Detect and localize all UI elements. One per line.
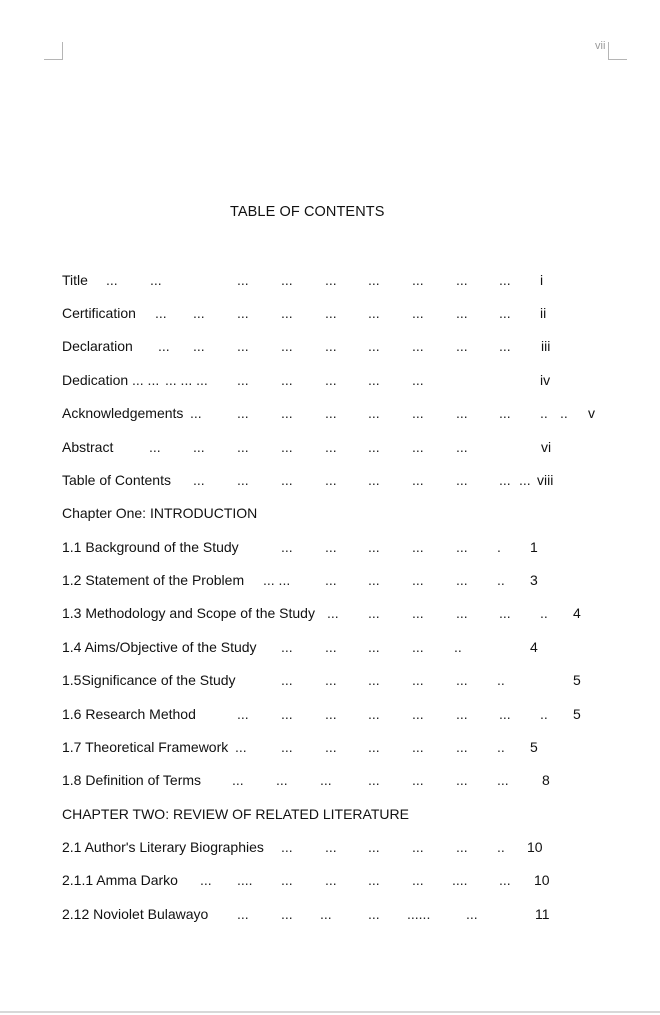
toc-page-number: ii bbox=[540, 305, 547, 321]
toc-page-number: 5 bbox=[573, 672, 581, 688]
toc-page-number: 8 bbox=[542, 772, 550, 788]
toc-leader-dots: ... bbox=[325, 706, 337, 722]
toc-leader-dots: ... bbox=[412, 539, 424, 555]
toc-leader-dots: ... bbox=[368, 839, 380, 855]
toc-leader-dots: ... bbox=[237, 439, 249, 455]
toc-leader-dots: ... bbox=[320, 906, 332, 922]
toc-leader-dots: ... bbox=[499, 706, 511, 722]
toc-leader-dots: ... bbox=[456, 839, 468, 855]
toc-leader-dots: ... bbox=[320, 772, 332, 788]
toc-leader-dots: ... bbox=[325, 572, 337, 588]
toc-leader-dots: ... bbox=[456, 439, 468, 455]
toc-leader-dots: ... bbox=[412, 272, 424, 288]
toc-leader-dots: ... bbox=[499, 338, 511, 354]
toc-leader-dots: ... bbox=[368, 872, 380, 888]
toc-leader-dots: ... bbox=[237, 372, 249, 388]
toc-entry-label: 1.1 Background of the Study bbox=[62, 539, 239, 555]
toc-leader-dots: ... bbox=[499, 305, 511, 321]
toc-leader-dots: ... bbox=[281, 839, 293, 855]
toc-page-number: viii bbox=[537, 472, 554, 488]
toc-leader-dots: ... bbox=[193, 305, 205, 321]
toc-leader-dots: ... bbox=[325, 539, 337, 555]
toc-leader-dots: ... bbox=[368, 272, 380, 288]
toc-leader-dots: ... bbox=[368, 906, 380, 922]
toc-leader-dots: ... bbox=[412, 405, 424, 421]
toc-leader-dots: ... bbox=[412, 872, 424, 888]
toc-leader-dots: ... bbox=[466, 906, 478, 922]
toc-leader-dots: ... bbox=[325, 472, 337, 488]
toc-page-number: 11 bbox=[535, 906, 550, 922]
toc-entry-label: 2.12 Noviolet Bulawayo bbox=[62, 906, 209, 922]
toc-leader-dots: ... bbox=[499, 605, 511, 621]
toc-leader-dots: ... bbox=[327, 605, 339, 621]
toc-entry-label: Acknowledgements bbox=[62, 405, 184, 421]
toc-leader-dots: ... bbox=[456, 706, 468, 722]
toc-leader-dots: ... bbox=[193, 439, 205, 455]
toc-leader-dots: .. bbox=[540, 605, 548, 621]
toc-leader-dots: ... bbox=[368, 739, 380, 755]
toc-leader-dots: .... bbox=[452, 872, 468, 888]
toc-leader-dots: ... bbox=[412, 772, 424, 788]
toc-leader-dots: ... bbox=[456, 472, 468, 488]
toc-entry-label: 1.5Significance of the Study bbox=[62, 672, 236, 688]
toc-leader-dots: ... bbox=[325, 405, 337, 421]
toc-leader-dots: .. bbox=[497, 672, 505, 688]
toc-leader-dots: ... bbox=[368, 405, 380, 421]
toc-leader-dots: ... bbox=[456, 672, 468, 688]
toc-entry-label: 1.6 Research Method bbox=[62, 706, 196, 722]
toc-leader-dots: ... bbox=[281, 439, 293, 455]
toc-leader-dots: ... bbox=[325, 872, 337, 888]
toc-leader-dots: ... bbox=[368, 672, 380, 688]
toc-leader-dots: ... bbox=[155, 305, 167, 321]
toc-leader-dots: ... bbox=[237, 706, 249, 722]
toc-leader-dots: ... bbox=[325, 672, 337, 688]
toc-leader-dots: ... bbox=[368, 572, 380, 588]
toc-leader-dots: ... bbox=[237, 472, 249, 488]
toc-leader-dots: ... bbox=[190, 405, 202, 421]
toc-entry-label: 1.4 Aims/Objective of the Study bbox=[62, 639, 257, 655]
toc-leader-dots: ... bbox=[368, 639, 380, 655]
toc-leader-dots: ... bbox=[368, 539, 380, 555]
toc-leader-dots: ... bbox=[499, 872, 511, 888]
toc-leader-dots: ... bbox=[412, 739, 424, 755]
toc-leader-dots: ... bbox=[412, 839, 424, 855]
toc-leader-dots: ... bbox=[412, 372, 424, 388]
toc-leader-dots: ... bbox=[281, 906, 293, 922]
toc-leader-dots: .. bbox=[497, 572, 505, 588]
toc-entry-label: Title bbox=[62, 272, 88, 288]
toc-leader-dots: ... bbox=[325, 839, 337, 855]
toc-leader-dots: ...... bbox=[407, 906, 431, 922]
toc-leader-dots: ... bbox=[368, 439, 380, 455]
toc-leader-dots: ... bbox=[412, 472, 424, 488]
toc-entry-label: 1.8 Definition of Terms bbox=[62, 772, 202, 788]
toc-leader-dots: ... bbox=[519, 472, 531, 488]
toc-entry-label: 2.1 Author's Literary Biographies bbox=[62, 839, 264, 855]
toc-leader-dots: ... bbox=[237, 272, 249, 288]
toc-leader-dots: ... bbox=[193, 472, 205, 488]
toc-leader-dots: .... bbox=[237, 872, 253, 888]
toc-entry-label: 1.2 Statement of the Problem bbox=[62, 572, 245, 588]
toc-leader-dots: ... bbox=[281, 405, 293, 421]
toc-page-number: 4 bbox=[530, 639, 538, 655]
toc-section-heading: Chapter One: INTRODUCTION bbox=[62, 505, 258, 521]
toc-page-number: 1 bbox=[530, 539, 538, 555]
toc-leader-dots: ... bbox=[456, 405, 468, 421]
toc-entry-label: Certification bbox=[62, 305, 136, 321]
toc-page-number: 10 bbox=[534, 872, 550, 888]
toc-leader-dots: ... bbox=[237, 405, 249, 421]
toc-leader-dots: .. bbox=[497, 839, 505, 855]
toc-leader-dots: ... bbox=[412, 605, 424, 621]
toc-leader-dots: ... ... ... bbox=[165, 372, 208, 388]
toc-leader-dots: ... bbox=[281, 305, 293, 321]
toc-leader-dots: ... bbox=[193, 338, 205, 354]
toc-leader-dots: ... ... bbox=[263, 572, 291, 588]
toc-leader-dots: .. bbox=[540, 405, 548, 421]
toc-leader-dots: ... bbox=[412, 305, 424, 321]
toc-leader-dots: ... bbox=[456, 572, 468, 588]
toc-leader-dots: ... bbox=[368, 706, 380, 722]
toc-entry-label: Abstract bbox=[62, 439, 114, 455]
toc-leader-dots: ... bbox=[106, 272, 118, 288]
toc-leader-dots: ... bbox=[281, 539, 293, 555]
toc-page-number: iii bbox=[541, 338, 551, 354]
toc-leader-dots: ... bbox=[325, 439, 337, 455]
toc-leader-dots: ... bbox=[232, 772, 244, 788]
toc-leader-dots: ... bbox=[325, 739, 337, 755]
toc-leader-dots: ... bbox=[158, 338, 170, 354]
toc-leader-dots: ... bbox=[368, 772, 380, 788]
toc-leader-dots: ... bbox=[281, 372, 293, 388]
toc-leader-dots: ... bbox=[412, 439, 424, 455]
toc-heading: TABLE OF CONTENTS bbox=[230, 204, 385, 220]
toc-page-number: 10 bbox=[527, 839, 543, 855]
toc-leader-dots: ... bbox=[325, 272, 337, 288]
toc-leader-dots: ... bbox=[412, 572, 424, 588]
toc-entry-label: 1.7 Theoretical Framework bbox=[62, 739, 229, 755]
toc-section-heading: CHAPTER TWO: REVIEW OF RELATED LITERATURE bbox=[62, 806, 409, 822]
toc-leader-dots: ... bbox=[368, 605, 380, 621]
page-bottom-edge bbox=[0, 1011, 660, 1013]
toc-leader-dots: ... bbox=[235, 739, 247, 755]
toc-page-number: vi bbox=[541, 439, 552, 455]
toc-entry-label: Dedication bbox=[62, 372, 129, 388]
toc-leader-dots: ... bbox=[237, 305, 249, 321]
toc-leader-dots: ... bbox=[325, 372, 337, 388]
toc-leader-dots: ... bbox=[281, 639, 293, 655]
toc-leader-dots: ... bbox=[281, 272, 293, 288]
toc-entry-label: Table of Contents bbox=[62, 472, 171, 488]
toc-page-number: 3 bbox=[530, 572, 538, 588]
toc-leader-dots: ... bbox=[499, 405, 511, 421]
toc-leader-dots: ... bbox=[412, 338, 424, 354]
toc-leader-dots: ... bbox=[456, 305, 468, 321]
toc-leader-dots: . bbox=[497, 539, 501, 555]
toc-leader-dots: ... bbox=[325, 639, 337, 655]
toc-leader-dots: ... bbox=[456, 338, 468, 354]
toc-entry-label: 2.1.1 Amma Darko bbox=[62, 872, 178, 888]
page-number: vii bbox=[595, 40, 606, 52]
toc-leader-dots: ... bbox=[497, 772, 509, 788]
toc-leader-dots: ... bbox=[499, 472, 511, 488]
toc-entry-label: Declaration bbox=[62, 338, 133, 354]
toc-leader-dots: ... bbox=[456, 272, 468, 288]
toc-leader-dots: .. bbox=[454, 639, 462, 655]
toc-page-number: 5 bbox=[530, 739, 538, 755]
toc-page-number: iv bbox=[540, 372, 551, 388]
toc-page-number: 5 bbox=[573, 706, 581, 722]
toc-leader-dots: .. bbox=[497, 739, 505, 755]
toc-leader-dots: ... bbox=[412, 706, 424, 722]
toc-leader-dots: ... bbox=[456, 539, 468, 555]
toc-leader-dots: ... bbox=[456, 772, 468, 788]
toc-leader-dots: .. bbox=[540, 706, 548, 722]
toc-entry-label: 1.3 Methodology and Scope of the Study bbox=[62, 605, 315, 621]
toc-page-number: 4 bbox=[573, 605, 581, 621]
toc-leader-dots: .. bbox=[560, 405, 568, 421]
toc-leader-dots: ... bbox=[412, 672, 424, 688]
toc-page-number: i bbox=[540, 272, 544, 288]
toc-leader-dots: ... ... bbox=[132, 372, 160, 388]
toc-leader-dots: ... bbox=[281, 872, 293, 888]
toc-leader-dots: ... bbox=[237, 338, 249, 354]
toc-leader-dots: ... bbox=[281, 472, 293, 488]
toc-leader-dots: ... bbox=[456, 605, 468, 621]
toc-leader-dots: ... bbox=[281, 739, 293, 755]
toc-leader-dots: ... bbox=[276, 772, 288, 788]
toc-leader-dots: ... bbox=[325, 338, 337, 354]
toc-leader-dots: ... bbox=[325, 305, 337, 321]
toc-leader-dots: ... bbox=[237, 906, 249, 922]
toc-leader-dots: ... bbox=[150, 272, 162, 288]
toc-leader-dots: ... bbox=[368, 338, 380, 354]
toc-leader-dots: ... bbox=[281, 338, 293, 354]
toc-leader-dots: ... bbox=[200, 872, 212, 888]
toc-leader-dots: ... bbox=[456, 739, 468, 755]
toc-leader-dots: ... bbox=[368, 372, 380, 388]
toc-leader-dots: ... bbox=[499, 272, 511, 288]
toc-leader-dots: ... bbox=[149, 439, 161, 455]
toc-leader-dots: ... bbox=[368, 305, 380, 321]
toc-leader-dots: ... bbox=[368, 472, 380, 488]
toc-page-number: v bbox=[588, 405, 595, 421]
toc-leader-dots: ... bbox=[281, 672, 293, 688]
toc-leader-dots: ... bbox=[281, 706, 293, 722]
toc-leader-dots: ... bbox=[412, 639, 424, 655]
